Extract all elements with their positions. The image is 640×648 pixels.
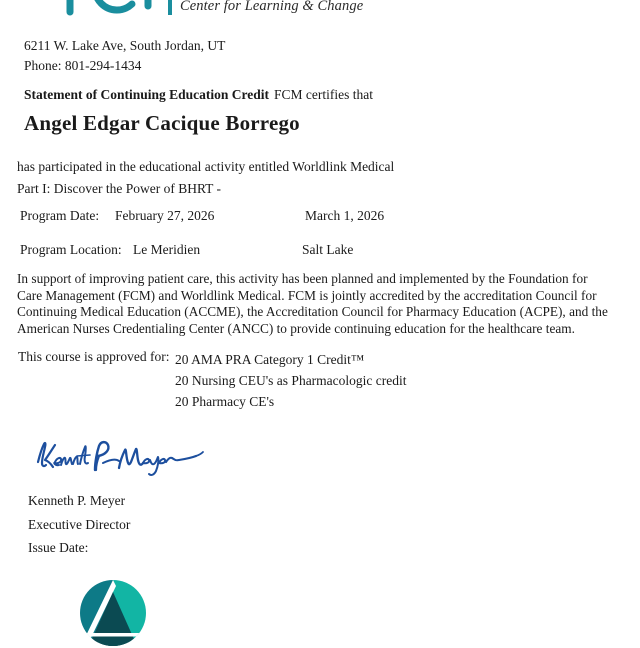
statement-heading [24, 87, 373, 103]
credits-list [175, 349, 407, 412]
signatory-title: Executive Director [28, 516, 131, 532]
program-location-venue: Le Meridien [133, 242, 201, 257]
credit-item: 20 Nursing CEU's as Pharmacologic credit [175, 373, 407, 388]
program-date-start: February 27, 2026 [115, 208, 215, 223]
program-date-label: Program Date: [20, 208, 100, 223]
signature-image [33, 436, 208, 478]
activity-line-2: Part I: Discover the Power of BHRT - [17, 181, 222, 196]
statement-label: Statement of Continuing Education Credit [24, 87, 270, 102]
credit-item: 20 Pharmacy CE's [175, 394, 275, 409]
activity-description [17, 156, 394, 200]
accreditation-line-2: Care Management (FCM) and Worldlink Medical. FCM is jointly accredited by the accreditation Council for [17, 287, 597, 303]
activity-line-1: has participated in the educational activity entitled Worldlink Medical [17, 159, 395, 174]
accreditation-line-3: Continuing Medical Education (ACCME), the Accreditation Council for Pharmacy Education (ACPE), and the [17, 304, 608, 319]
issue-date-label: Issue Date: [28, 540, 89, 555]
address-street: 6211 W. Lake Ave, South Jordan, UT [24, 38, 226, 53]
credits-label: This course is approved for: [18, 349, 170, 364]
document-header [0, 0, 640, 26]
statement-certifies: FCM certifies that [274, 87, 374, 102]
accreditation-line-4: American Nurses Credentialing Center (ANCC) to provide continuing education for the healthcare team. [17, 320, 575, 336]
organization-address [24, 36, 225, 76]
accreditation-line-1: In support of improving patient care, this activity has been planned and implemented by the Foundation for [17, 271, 588, 286]
program-location-label: Program Location: [20, 242, 122, 257]
signatory-name: Kenneth P. Meyer [28, 493, 126, 508]
signatory-block [28, 489, 130, 560]
program-location-city: Salt Lake [302, 242, 354, 257]
footer-triangle-circle-icon [78, 578, 148, 648]
program-date-end: March 1, 2026 [305, 208, 385, 223]
fcm-logo-icon [62, 0, 182, 24]
recipient-name: Angel Edgar Cacique Borrego [24, 111, 300, 135]
brand-tagline: Center for Learning & Change [180, 0, 364, 14]
brand-accent-bar [168, 0, 172, 15]
program-location-row [20, 242, 620, 258]
accreditation-statement [17, 271, 617, 337]
address-phone: Phone: 801-294-1434 [24, 58, 142, 73]
credit-item: 20 AMA PRA Category 1 Credit™ [175, 352, 365, 367]
program-date-row [20, 208, 620, 224]
